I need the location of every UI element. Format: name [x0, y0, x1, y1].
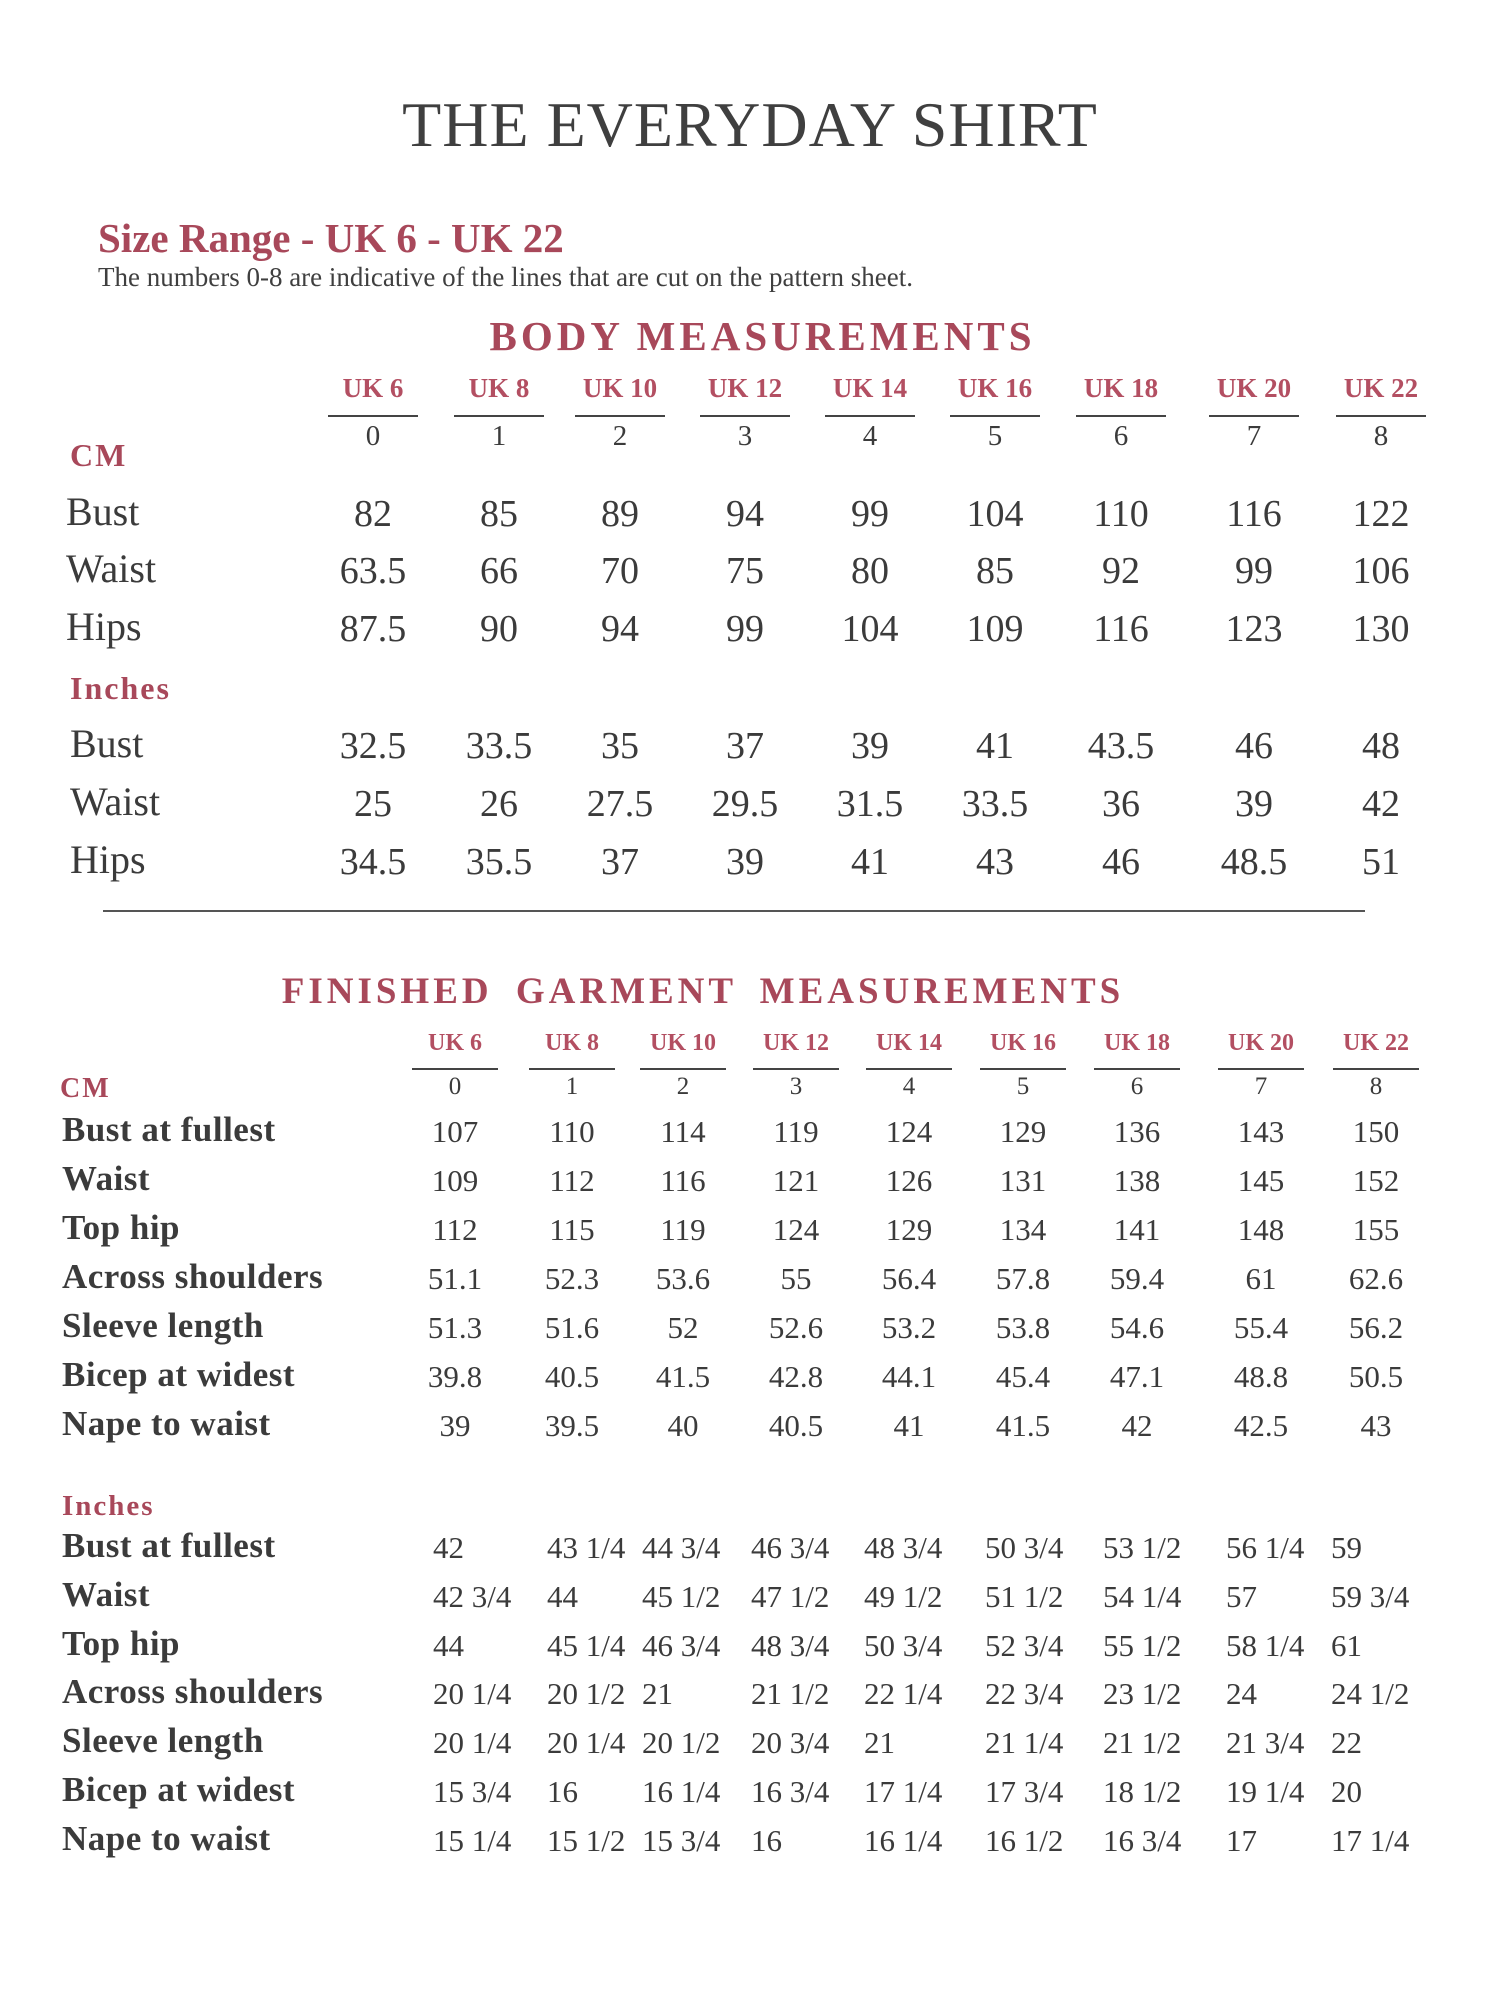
table-cell: 40 [667, 1408, 699, 1443]
size-header: UK 16 [957, 373, 1033, 403]
pattern-line-number: 2 [676, 1073, 690, 1100]
table-cell: 22 3/4 [985, 1676, 1064, 1711]
row-label: Waist [70, 779, 161, 824]
row-label: Bust [66, 489, 140, 534]
pattern-line-number: 4 [902, 1073, 916, 1100]
table-cell: 52.6 [768, 1310, 824, 1345]
table-cell: 110 [549, 1114, 595, 1149]
row-label: Bust at fullest [62, 1526, 276, 1565]
column-rule [1094, 1068, 1180, 1070]
table-cell: 45.4 [995, 1359, 1051, 1394]
row-label: Across shoulders [62, 1672, 324, 1711]
table-cell: 123 [1225, 608, 1283, 650]
table-cell: 42 [433, 1530, 464, 1565]
table-cell: 40.5 [544, 1359, 600, 1394]
table-cell: 48 3/4 [751, 1628, 830, 1663]
table-cell: 94 [726, 493, 764, 535]
table-cell: 51.1 [427, 1261, 483, 1296]
table-cell: 48 3/4 [864, 1530, 943, 1565]
column-rule [575, 415, 665, 417]
table-cell: 59 [1331, 1530, 1362, 1565]
table-cell: 112 [432, 1212, 478, 1247]
table-cell: 21 [864, 1725, 895, 1760]
pattern-line-number: 3 [789, 1073, 803, 1100]
pattern-line-number: 6 [1113, 420, 1129, 452]
table-cell: 116 [1226, 493, 1282, 535]
pattern-line-number: 1 [491, 420, 507, 452]
section-divider [103, 910, 1365, 912]
table-cell: 20 [1331, 1774, 1362, 1809]
table-cell: 66 [480, 550, 518, 592]
table-cell: 22 [1331, 1725, 1362, 1760]
table-cell: 62.6 [1348, 1261, 1404, 1296]
table-cell: 43 [976, 841, 1014, 883]
table-cell: 56.2 [1348, 1310, 1404, 1345]
table-cell: 53 1/2 [1103, 1530, 1182, 1565]
table-cell: 43 1/4 [547, 1530, 626, 1565]
column-rule [412, 1068, 498, 1070]
table-cell: 82 [354, 493, 392, 535]
table-cell: 19 1/4 [1226, 1774, 1305, 1809]
unit-label-cm: CM [70, 437, 128, 473]
table-cell: 42 [1362, 783, 1400, 825]
table-cell: 16 3/4 [1103, 1823, 1182, 1858]
table-cell: 53.2 [881, 1310, 937, 1345]
row-label: Top hip [62, 1624, 181, 1663]
table-cell: 116 [1093, 608, 1149, 650]
table-cell: 41.5 [655, 1359, 711, 1394]
table-cell: 44 [547, 1579, 578, 1614]
table-cell: 54.6 [1109, 1310, 1165, 1345]
table-cell: 45 1/2 [642, 1579, 721, 1614]
table-cell: 99 [1235, 550, 1273, 592]
pattern-line-number: 4 [862, 420, 878, 452]
column-rule [700, 415, 790, 417]
pattern-line-number: 5 [1016, 1073, 1030, 1100]
table-cell: 124 [885, 1114, 933, 1149]
table-cell: 130 [1352, 608, 1410, 650]
table-cell: 52 3/4 [985, 1628, 1064, 1663]
table-cell: 21 1/4 [985, 1725, 1064, 1760]
table-cell: 20 3/4 [751, 1725, 830, 1760]
size-header: UK 8 [468, 373, 530, 403]
table-cell: 39.8 [427, 1359, 483, 1394]
table-cell: 41 [851, 841, 889, 883]
table-cell: 134 [999, 1212, 1047, 1247]
table-cell: 37 [726, 725, 764, 767]
table-cell: 48 [1362, 725, 1400, 767]
column-rule [1218, 1068, 1304, 1070]
table-cell: 18 1/2 [1103, 1774, 1182, 1809]
column-rule [328, 415, 418, 417]
table-cell: 42.8 [768, 1359, 824, 1394]
column-rule [1076, 415, 1166, 417]
table-cell: 141 [1113, 1212, 1161, 1247]
table-cell: 145 [1237, 1163, 1285, 1198]
table-cell: 47.1 [1109, 1359, 1165, 1394]
table-cell: 143 [1237, 1114, 1285, 1149]
table-cell: 99 [726, 608, 764, 650]
size-header: UK 18 [1083, 373, 1159, 403]
row-label: Bust [70, 721, 144, 766]
page-title: THE EVERYDAY SHIRT [402, 89, 1098, 160]
table-cell: 89 [601, 493, 639, 535]
table-cell: 119 [660, 1212, 706, 1247]
table-cell: 20 1/4 [547, 1725, 626, 1760]
table-cell: 54 1/4 [1103, 1579, 1182, 1614]
pattern-line-number: 8 [1373, 420, 1389, 452]
table-cell: 107 [431, 1114, 479, 1149]
table-cell: 15 3/4 [433, 1774, 512, 1809]
table-cell: 37 [601, 841, 639, 883]
table-cell: 17 1/4 [1331, 1823, 1410, 1858]
table-cell: 34.5 [339, 841, 407, 883]
table-cell: 36 [1102, 783, 1140, 825]
table-cell: 21 1/2 [1103, 1725, 1182, 1760]
size-header: UK 6 [342, 373, 404, 403]
column-rule [1333, 1068, 1419, 1070]
table-cell: 50 3/4 [864, 1628, 943, 1663]
table-cell: 23 1/2 [1103, 1676, 1182, 1711]
table-cell: 63.5 [339, 550, 407, 592]
size-header: UK 8 [545, 1030, 599, 1056]
table-cell: 31.5 [836, 783, 904, 825]
table-cell: 129 [885, 1212, 933, 1247]
row-label: Hips [70, 837, 146, 882]
table-cell: 104 [841, 608, 899, 650]
column-rule [454, 415, 544, 417]
table-cell: 46 3/4 [751, 1530, 830, 1565]
table-cell: 41 [976, 725, 1014, 767]
column-rule [1336, 415, 1426, 417]
table-cell: 20 1/4 [433, 1676, 512, 1711]
table-cell: 56 1/4 [1226, 1530, 1305, 1565]
table-cell: 80 [851, 550, 889, 592]
table-cell: 114 [660, 1114, 706, 1149]
size-header: UK 14 [876, 1030, 942, 1056]
table-cell: 42 [1121, 1408, 1153, 1443]
table-cell: 44 [433, 1628, 464, 1663]
table-cell: 131 [999, 1163, 1047, 1198]
table-cell: 55.4 [1233, 1310, 1289, 1345]
table-cell: 45 1/4 [547, 1628, 626, 1663]
table-cell: 56.4 [881, 1261, 937, 1296]
table-cell: 115 [549, 1212, 595, 1247]
pattern-line-number: 2 [612, 420, 628, 452]
table-cell: 122 [1352, 493, 1410, 535]
table-cell: 51.3 [427, 1310, 483, 1345]
row-label: Hips [66, 604, 142, 649]
column-rule [529, 1068, 615, 1070]
table-cell: 104 [966, 493, 1024, 535]
table-cell: 126 [885, 1163, 933, 1198]
table-cell: 48.8 [1233, 1359, 1289, 1394]
size-header: UK 12 [707, 373, 783, 403]
table-cell: 39 [439, 1408, 471, 1443]
table-cell: 109 [966, 608, 1024, 650]
table-cell: 109 [431, 1163, 479, 1198]
table-cell: 42 3/4 [433, 1579, 512, 1614]
table-cell: 148 [1237, 1212, 1285, 1247]
pattern-line-number: 5 [987, 420, 1003, 452]
table-cell: 138 [1113, 1163, 1161, 1198]
table-cell: 150 [1352, 1114, 1400, 1149]
table-cell: 155 [1352, 1212, 1400, 1247]
table-cell: 35 [601, 725, 639, 767]
table-cell: 15 3/4 [642, 1823, 721, 1858]
pattern-line-number: 1 [565, 1073, 579, 1100]
table-cell: 33.5 [961, 783, 1029, 825]
table-cell: 43 [1360, 1408, 1392, 1443]
row-label: Top hip [62, 1208, 181, 1247]
table-cell: 16 1/4 [864, 1823, 943, 1858]
table-cell: 20 1/2 [547, 1676, 626, 1711]
table-cell: 46 3/4 [642, 1628, 721, 1663]
table-cell: 41.5 [995, 1408, 1051, 1443]
table-cell: 20 1/2 [642, 1725, 721, 1760]
unit-label-inches: Inches [62, 1490, 155, 1522]
table-cell: 152 [1352, 1163, 1400, 1198]
row-label: Bicep at widest [62, 1770, 296, 1809]
table-cell: 85 [480, 493, 518, 535]
row-label: Nape to waist [62, 1819, 271, 1858]
table-cell: 32.5 [339, 725, 407, 767]
pattern-line-number: 7 [1254, 1073, 1268, 1100]
table-cell: 59.4 [1109, 1261, 1165, 1296]
pattern-line-number: 3 [737, 420, 753, 452]
table-cell: 70 [601, 550, 639, 592]
table-cell: 87.5 [339, 608, 407, 650]
garment-measurements-heading: FINISHED GARMENT MEASUREMENTS [281, 971, 1125, 1012]
table-cell: 21 1/2 [751, 1676, 830, 1711]
table-cell: 112 [549, 1163, 595, 1198]
table-cell: 39 [1235, 783, 1273, 825]
table-cell: 121 [772, 1163, 820, 1198]
table-cell: 40.5 [768, 1408, 824, 1443]
table-cell: 75 [726, 550, 764, 592]
table-cell: 53.6 [655, 1261, 711, 1296]
body-measurements-heading: BODY MEASUREMENTS [489, 313, 1036, 359]
table-cell: 24 [1226, 1676, 1257, 1711]
table-cell: 48.5 [1220, 841, 1288, 883]
table-cell: 47 1/2 [751, 1579, 830, 1614]
table-cell: 25 [354, 783, 392, 825]
table-cell: 61 [1331, 1628, 1362, 1663]
table-cell: 39 [726, 841, 764, 883]
pattern-line-number: 7 [1246, 420, 1262, 452]
size-range-heading: Size Range - UK 6 - UK 22 [98, 215, 564, 261]
size-header: UK 20 [1228, 1030, 1294, 1056]
pattern-line-number: 0 [365, 420, 381, 452]
row-label: Across shoulders [62, 1257, 324, 1296]
table-cell: 21 [642, 1676, 673, 1711]
size-header: UK 12 [763, 1030, 829, 1056]
table-cell: 43.5 [1087, 725, 1155, 767]
table-cell: 55 [780, 1261, 812, 1296]
table-cell: 55 1/2 [1103, 1628, 1182, 1663]
table-cell: 16 1/4 [642, 1774, 721, 1809]
table-cell: 51.6 [544, 1310, 600, 1345]
table-cell: 119 [773, 1114, 819, 1149]
unit-label-cm: CM [60, 1073, 111, 1104]
row-label: Sleeve length [62, 1306, 264, 1345]
table-cell: 16 1/2 [985, 1823, 1064, 1858]
table-cell: 39 [851, 725, 889, 767]
column-rule [950, 415, 1040, 417]
table-cell: 24 1/2 [1331, 1676, 1410, 1711]
table-cell: 136 [1113, 1114, 1161, 1149]
table-cell: 17 3/4 [985, 1774, 1064, 1809]
size-header: UK 20 [1216, 373, 1292, 403]
row-label: Bicep at widest [62, 1355, 296, 1394]
row-label: Waist [62, 1575, 151, 1614]
table-cell: 22 1/4 [864, 1676, 943, 1711]
table-cell: 53.8 [995, 1310, 1051, 1345]
table-cell: 57 [1226, 1579, 1257, 1614]
table-cell: 52 [667, 1310, 699, 1345]
table-cell: 44.1 [881, 1359, 937, 1394]
table-cell: 58 1/4 [1226, 1628, 1305, 1663]
table-cell: 16 3/4 [751, 1774, 830, 1809]
table-cell: 50.5 [1348, 1359, 1404, 1394]
table-cell: 85 [976, 550, 1014, 592]
row-label: Sleeve length [62, 1721, 264, 1760]
table-cell: 61 [1245, 1261, 1277, 1296]
table-cell: 15 1/2 [547, 1823, 626, 1858]
size-header: UK 22 [1343, 1030, 1409, 1056]
size-header: UK 6 [428, 1030, 482, 1056]
size-header: UK 10 [650, 1030, 716, 1056]
column-rule [866, 1068, 952, 1070]
table-cell: 99 [851, 493, 889, 535]
table-cell: 110 [1093, 493, 1149, 535]
table-cell: 20 1/4 [433, 1725, 512, 1760]
table-cell: 49 1/2 [864, 1579, 943, 1614]
table-cell: 129 [999, 1114, 1047, 1149]
pattern-line-number: 8 [1369, 1073, 1383, 1100]
table-cell: 16 [751, 1823, 782, 1858]
table-cell: 16 [547, 1774, 578, 1809]
table-cell: 46 [1235, 725, 1273, 767]
table-cell: 46 [1102, 841, 1140, 883]
table-cell: 39.5 [544, 1408, 600, 1443]
size-header: UK 16 [990, 1030, 1056, 1056]
column-rule [640, 1068, 726, 1070]
column-rule [980, 1068, 1066, 1070]
table-cell: 42.5 [1233, 1408, 1289, 1443]
table-cell: 15 1/4 [433, 1823, 512, 1858]
table-cell: 90 [480, 608, 518, 650]
table-cell: 59 3/4 [1331, 1579, 1410, 1614]
column-rule [753, 1068, 839, 1070]
table-cell: 116 [660, 1163, 706, 1198]
table-cell: 124 [772, 1212, 820, 1247]
size-header: UK 22 [1343, 373, 1419, 403]
size-header: UK 14 [832, 373, 908, 403]
table-cell: 41 [893, 1408, 925, 1443]
table-cell: 51 [1362, 841, 1400, 883]
table-cell: 33.5 [465, 725, 533, 767]
table-cell: 17 [1226, 1823, 1257, 1858]
column-rule [1209, 415, 1299, 417]
table-cell: 35.5 [465, 841, 533, 883]
size-header: UK 10 [582, 373, 658, 403]
unit-label-inches: Inches [70, 670, 171, 706]
row-label: Nape to waist [62, 1404, 271, 1443]
table-cell: 50 3/4 [985, 1530, 1064, 1565]
table-cell: 27.5 [586, 783, 654, 825]
table-cell: 94 [601, 608, 639, 650]
table-cell: 17 1/4 [864, 1774, 943, 1809]
row-label: Waist [66, 546, 157, 591]
table-cell: 92 [1102, 550, 1140, 592]
table-cell: 52.3 [544, 1261, 600, 1296]
column-rule [825, 415, 915, 417]
row-label: Bust at fullest [62, 1110, 276, 1149]
table-cell: 51 1/2 [985, 1579, 1064, 1614]
pattern-line-number: 0 [448, 1073, 462, 1100]
pattern-line-number: 6 [1130, 1073, 1144, 1100]
table-cell: 26 [480, 783, 518, 825]
table-cell: 29.5 [711, 783, 779, 825]
table-cell: 57.8 [995, 1261, 1051, 1296]
table-cell: 44 3/4 [642, 1530, 721, 1565]
table-cell: 106 [1352, 550, 1410, 592]
pattern-line-note: The numbers 0-8 are indicative of the lines that are cut on the pattern sheet. [98, 262, 913, 292]
size-header: UK 18 [1104, 1030, 1170, 1056]
table-cell: 21 3/4 [1226, 1725, 1305, 1760]
row-label: Waist [62, 1159, 151, 1198]
